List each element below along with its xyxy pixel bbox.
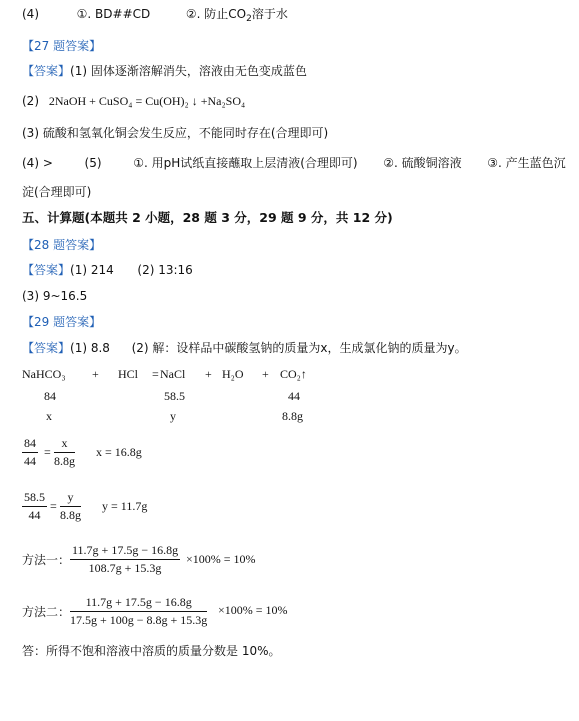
q27-p3: (3) 硫酸和氢氧化铜会发生反应，不能同时存在(合理即可)	[22, 126, 329, 140]
q29-p2: (2) 解：设样品中碳酸氢钠的质量为x，生成氯化钠的质量为y。	[131, 341, 467, 355]
q26-item2-post: 溶于水	[251, 7, 288, 21]
q29-answer-tag: 【答案】	[22, 341, 71, 355]
q27-p2-equation: 2NaOH + CuSO₄ = Cu(OH)₂ ↓ +Na₂SO₄	[48, 94, 246, 108]
eq-term-hcl: HCl	[118, 367, 139, 381]
eq-term-plus3: +	[262, 367, 269, 381]
eq-term-h2o: H₂O	[222, 367, 244, 381]
mass-co2: 44	[288, 389, 300, 403]
q27-p4-d: ②. 硫酸铜溶液	[383, 156, 462, 170]
q26-item-4	[22, 6, 288, 24]
ratio1-right-fraction	[54, 436, 75, 469]
ratio2-result: y = 11.7g	[102, 499, 148, 513]
ratio1-den-left: 44	[24, 454, 36, 468]
q28-p1: (1) 214	[70, 263, 114, 277]
q28-answer-tag: 【答案】	[22, 263, 71, 277]
var-co2-mass: 8.8g	[282, 409, 303, 423]
method1-fraction	[70, 543, 180, 576]
eq-term-co2: CO₂↑	[280, 367, 307, 381]
q28-p3: (3) 9~16.5	[22, 289, 88, 303]
method1-num: 11.7g + 17.5g − 16.8g	[70, 543, 180, 560]
q28-p2: (2) 13:16	[137, 263, 193, 277]
q27-p4-c: ①. 用pH试纸直接蘸取上层清液(合理即可)	[133, 156, 358, 170]
q28-header: 【28 题答案】	[22, 238, 102, 252]
q27-p2-num: (2)	[22, 94, 39, 108]
ratio1-num-left: 84	[22, 436, 38, 453]
method2-label: 方法二：	[22, 605, 71, 619]
ratio1-equals: =	[44, 445, 51, 459]
ratio2-den-left: 44	[28, 508, 41, 522]
q26-item2-pre: ②. 防止CO	[185, 7, 247, 21]
ratio2-den-right: 8.8g	[60, 508, 81, 522]
ratio1-num-right: x	[54, 436, 75, 453]
eq-term-plus1: +	[92, 367, 99, 381]
method2-fraction	[70, 595, 207, 628]
ratio2-left-fraction	[22, 490, 47, 523]
eq-term-equals: =	[152, 367, 159, 381]
ratio2-equals: =	[50, 499, 57, 513]
q28-p1-line	[22, 262, 193, 278]
q26-num: (4)	[22, 7, 39, 21]
q29-p1: (1) 8.8	[70, 341, 110, 355]
method1-tail: ×100% = 10%	[186, 552, 256, 566]
ratio2-num-left: 58.5	[22, 490, 47, 507]
q27-answer-tag: 【答案】	[22, 64, 71, 78]
mass-nacl: 58.5	[164, 389, 185, 403]
var-y: y	[170, 409, 176, 423]
q26-item1: ①. BD##CD	[76, 7, 151, 21]
q27-p2-line	[22, 93, 245, 109]
q27-p1-line	[22, 63, 307, 79]
method2-tail: ×100% = 10%	[218, 603, 288, 617]
ratio2-right-fraction	[60, 490, 81, 523]
ratio2-num-right: y	[60, 490, 81, 507]
q29-header: 【29 题答案】	[22, 315, 102, 329]
method1-label: 方法一：	[22, 553, 71, 567]
var-x: x	[46, 409, 52, 423]
eq-term-nacl: NaCl	[160, 367, 186, 381]
section5-title: 五、计算题(本题共 2 小题，28 题 3 分，29 题 9 分，共 12 分)	[22, 210, 393, 225]
q27-p4-cont: 淀(合理即可)	[22, 185, 92, 199]
ratio1-left-fraction	[22, 436, 38, 469]
eq-term-nahco3: NaHCO₃	[22, 367, 66, 381]
q27-p4-line	[22, 155, 566, 171]
q27-p1: (1) 固体逐渐溶解消失，溶液由无色变成蓝色	[70, 64, 307, 78]
method2-num: 11.7g + 17.5g − 16.8g	[70, 595, 207, 612]
q26-item2-sub: 2	[246, 14, 252, 24]
mass-nahco3: 84	[44, 389, 56, 403]
method1-den: 108.7g + 15.3g	[88, 561, 162, 575]
ratio1-den-right: 8.8g	[54, 454, 75, 468]
q29-conclusion: 答：所得不饱和溶液中溶质的质量分数是 10%。	[22, 644, 281, 658]
q27-header: 【27 题答案】	[22, 39, 102, 53]
ratio1-result: x = 16.8g	[96, 445, 142, 459]
q27-p4-b: (5)	[84, 156, 102, 170]
q27-p4-e: ③. 产生蓝色沉	[487, 156, 566, 170]
q27-p4-a: (4) >	[22, 156, 53, 170]
method2-den: 17.5g + 100g − 8.8g + 15.3g	[70, 613, 208, 627]
q29-p1-line	[22, 340, 467, 356]
eq-term-plus2: +	[205, 367, 212, 381]
